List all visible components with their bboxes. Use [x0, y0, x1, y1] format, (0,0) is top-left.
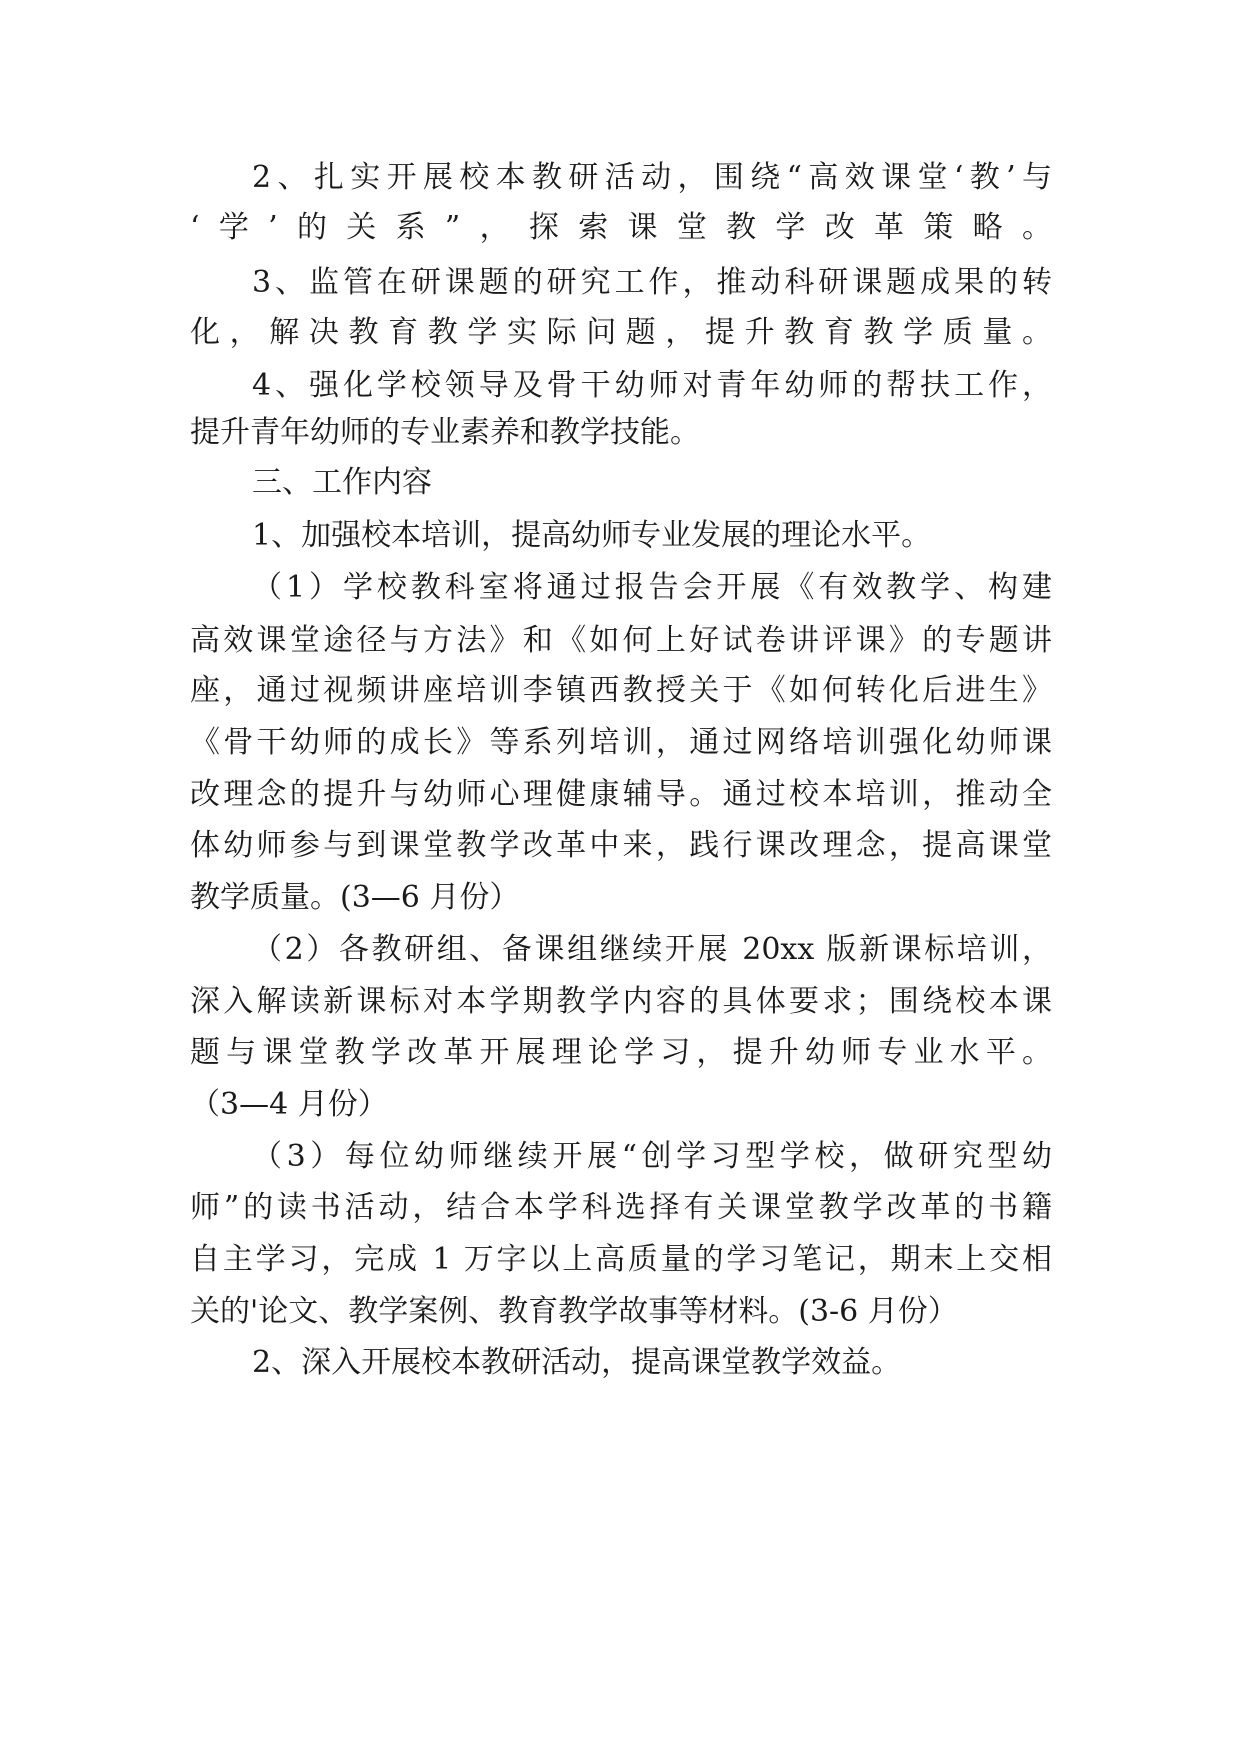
- paragraph-line: 1、加强校本培训，提高幼师专业发展的理论水平。: [252, 518, 932, 553]
- paragraph-line: 改理念的提升与幼师心理健康辅导。通过校本培训，推动全: [190, 777, 1052, 812]
- paragraph-line: 关的'论文、教学案例、教育教学故事等材料。(3-6 月份）: [190, 1294, 958, 1329]
- paragraph-line: 题与课堂教学改革开展理论学习，提升幼师专业水平。: [190, 1035, 1052, 1070]
- paragraph-line: 提升青年幼师的专业素养和教学技能。: [190, 415, 700, 450]
- paragraph-line: 师”的读书活动，结合本学科选择有关课堂教学改革的书籍: [190, 1190, 1052, 1225]
- paragraph-line: 4、强化学校领导及骨干幼师对青年幼师的帮扶工作，: [252, 368, 1052, 403]
- paragraph-line: （3—4 月份）: [190, 1087, 388, 1122]
- paragraph-line: 《骨干幼师的成长》等系列培训，通过网络培训强化幼师课: [190, 725, 1052, 760]
- paragraph-line: 座，通过视频讲座培训李镇西教授关于《如何转化后进生》: [190, 673, 1052, 708]
- paragraph-line: （3）每位幼师继续开展“创学习型学校，做研究型幼: [252, 1139, 1052, 1174]
- paragraph-line: （1）学校教科室将通过报告会开展《有效教学、构建: [252, 570, 1052, 605]
- section-heading: 三、工作内容: [252, 465, 432, 500]
- paragraph-line: 2、扎实开展校本教研活动，围绕“高效课堂‘教’与: [252, 160, 1052, 195]
- paragraph-line: 3、监管在研课题的研究工作，推动科研课题成果的转: [252, 265, 1052, 300]
- paragraph-line: ‘学’的关系”，探索课堂教学改革策略。: [190, 210, 1052, 245]
- paragraph-line: 2、深入开展校本教研活动，提高课堂教学效益。: [252, 1345, 902, 1380]
- paragraph-line: 深入解读新课标对本学期教学内容的具体要求；围绕校本课: [190, 984, 1052, 1019]
- paragraph-line: 教学质量。(3—6 月份）: [190, 880, 520, 915]
- paragraph-line: 化，解决教育教学实际问题，提升教育教学质量。: [190, 315, 1052, 350]
- paragraph-line: 自主学习，完成 1 万字以上高质量的学习笔记，期末上交相: [190, 1242, 1052, 1277]
- paragraph-line: 体幼师参与到课堂教学改革中来，践行课改理念，提高课堂: [190, 828, 1052, 863]
- paragraph-line: （2）各教研组、备课组继续开展 20xx 版新课标培训，: [252, 932, 1052, 967]
- paragraph-line: 高效课堂途径与方法》和《如何上好试卷讲评课》的专题讲: [190, 623, 1052, 658]
